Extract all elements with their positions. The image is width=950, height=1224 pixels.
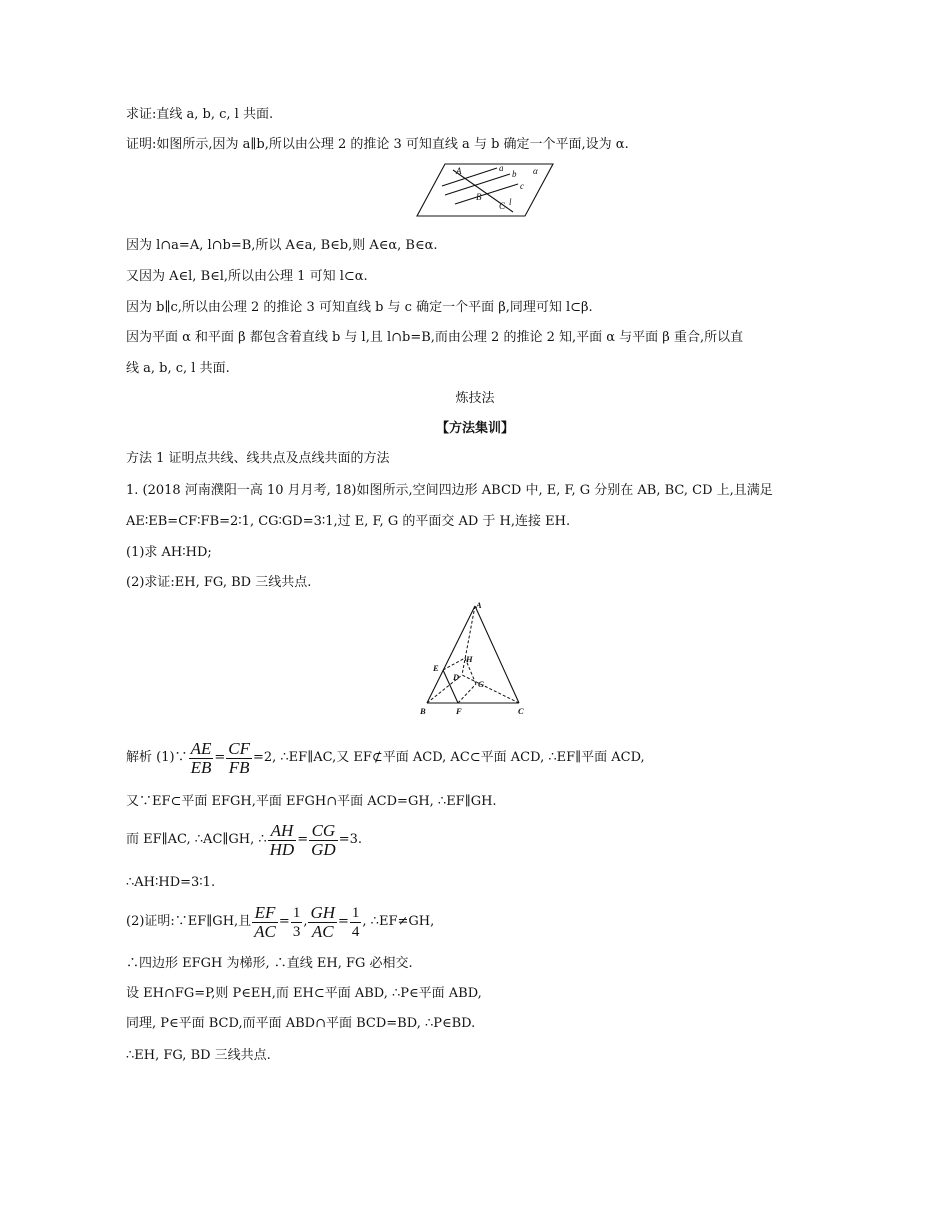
proof-step-1: 证明:如图所示,因为 a∥b,所以由公理 2 的推论 3 可知直线 a 与 b 确定一个平面,设为 α. [126,137,629,152]
fraction-AH-HD: $\frac{AH}{HD}$ [269,820,295,859]
problem-q2: (2)求证:EH, FG, BD 三线共点. [126,575,312,590]
claim-text: 求证:直线 a, b, c, l 共面. [126,107,274,122]
edge-CD [462,675,519,703]
label-b: b [512,169,517,179]
segment-FG [458,684,476,703]
label-l: l [509,197,512,207]
proof-step-5a: 因为平面 α 和平面 β 都包含着直线 b 与 l,且 l∩b=B,而由公理 2 的推论 2 知,平面 α 与平面 β 重合,所以直 [126,330,744,345]
solution-1-suffix: =2, ∴EF∥AC,又 EF⊄平面 ACD, AC⊂平面 ACD, ∴EF∥平面 ACD, [252,750,645,765]
solution-line-4: ∴AH∶HD=3∶1. [126,875,216,890]
label-A: A [476,600,482,610]
solution-5-prefix: (2)证明:∵EF∥GH,且 [126,914,252,929]
label-E: E [433,663,439,673]
label-c: c [520,181,524,191]
label-G: G [478,679,485,689]
proof-step-5b: 线 a, b, c, l 共面. [126,361,230,376]
solution-line-5: (2)证明:∵EF∥GH,且 $\frac{EF}{AC}$ = $\frac{1}{3}$ , $\frac{GH}{AC}$ = $\frac{1}{4}$ , ∴EF≠GH, [126,902,435,941]
solution-line-3: 而 EF∥AC, ∴AC∥GH, ∴ $\frac{AH}{HD}$ = $\frac{CG}{GD}$ =3. [126,820,362,859]
problem-line-1: 1. (2018 河南濮阳一高 10 月月考, 18)如图所示,空间四边形 ABCD 中, E, F, G 分别在 AB, BC, CD 上,且满足 [126,483,773,498]
fraction-CF-FB: $\frac{CF}{FB}$ [228,738,250,777]
solution-line-9: ∴EH, FG, BD 三线共点. [126,1048,271,1063]
tetrahedron-figure [415,598,535,720]
plane-alpha-figure [415,162,555,220]
proof-step-2: 因为 l∩a=A, l∩b=B,所以 A∈a, B∈b,则 A∈α, B∈α. [126,238,438,253]
solution-1-prefix: 解析 (1)∵ [126,750,188,765]
proof-step-3: 又因为 A∈l, B∈l,所以由公理 1 可知 l⊂α. [126,269,368,284]
fraction-GH-AC: $\frac{GH}{AC}$ [310,902,336,941]
label-alpha: α [533,166,538,176]
label-F: F [456,706,462,716]
label-D: D [453,672,460,682]
section-subtitle: 【方法集训】 [435,421,514,436]
solution-3-suffix: =3. [338,832,362,847]
fraction-AE-EB: $\frac{AE}{EB}$ [190,738,212,777]
label-B: B [420,706,426,716]
section-title: 炼技法 [455,391,495,406]
problem-q1: (1)求 AH∶HD; [126,545,212,560]
fraction-EF-AC: $\frac{EF}{AC}$ [254,902,276,941]
label-B: B [476,192,482,202]
solution-line-2: 又∵EF⊂平面 EFGH,平面 EFGH∩平面 ACD=GH, ∴EF∥GH. [126,794,497,809]
edge-AD [462,606,475,675]
solution-line-6: ∴四边形 EFGH 为梯形, ∴直线 EH, FG 必相交. [126,956,413,971]
problem-line-2: AE∶EB=CF∶FB=2∶1, CG∶GD=3∶1,过 E, F, G 的平面交 AD 于 H,连接 EH. [126,514,571,529]
fraction-CG-GD: $\frac{CG}{GD}$ [311,820,336,859]
solution-5-suffix: , ∴EF≠GH, [362,914,435,929]
label-A: A [456,166,462,176]
solution-line-8: 同理, P∈平面 BCD,而平面 ABD∩平面 BCD=BD, ∴P∈BD. [126,1016,476,1031]
method-heading: 方法 1 证明点共线、线共点及点线共面的方法 [126,451,390,466]
proof-step-4: 因为 b∥c,所以由公理 2 的推论 3 可知直线 b 与 c 确定一个平面 β,同理可知 l⊂β. [126,300,593,315]
solution-line-1: 解析 (1)∵ $\frac{AE}{EB}$ = $\frac{CF}{FB}$ =2, ∴EF∥AC,又 EF⊄平面 ACD, AC⊂平面 ACD, ∴EF∥平面 ACD, [126,738,645,777]
label-H: H [466,654,473,664]
fraction-1-4: $\frac{1}{4}$ [351,904,360,940]
solution-3-prefix: 而 EF∥AC, ∴AC∥GH, ∴ [126,832,267,847]
label-a: a [499,163,504,173]
fraction-1-3: $\frac{1}{3}$ [292,904,301,940]
solution-line-7: 设 EH∩FG=P,则 P∈EH,而 EH⊂平面 ABD, ∴P∈平面 ABD, [126,986,482,1001]
line-a [442,168,497,186]
label-C: C [499,201,506,211]
label-C: C [518,706,524,716]
